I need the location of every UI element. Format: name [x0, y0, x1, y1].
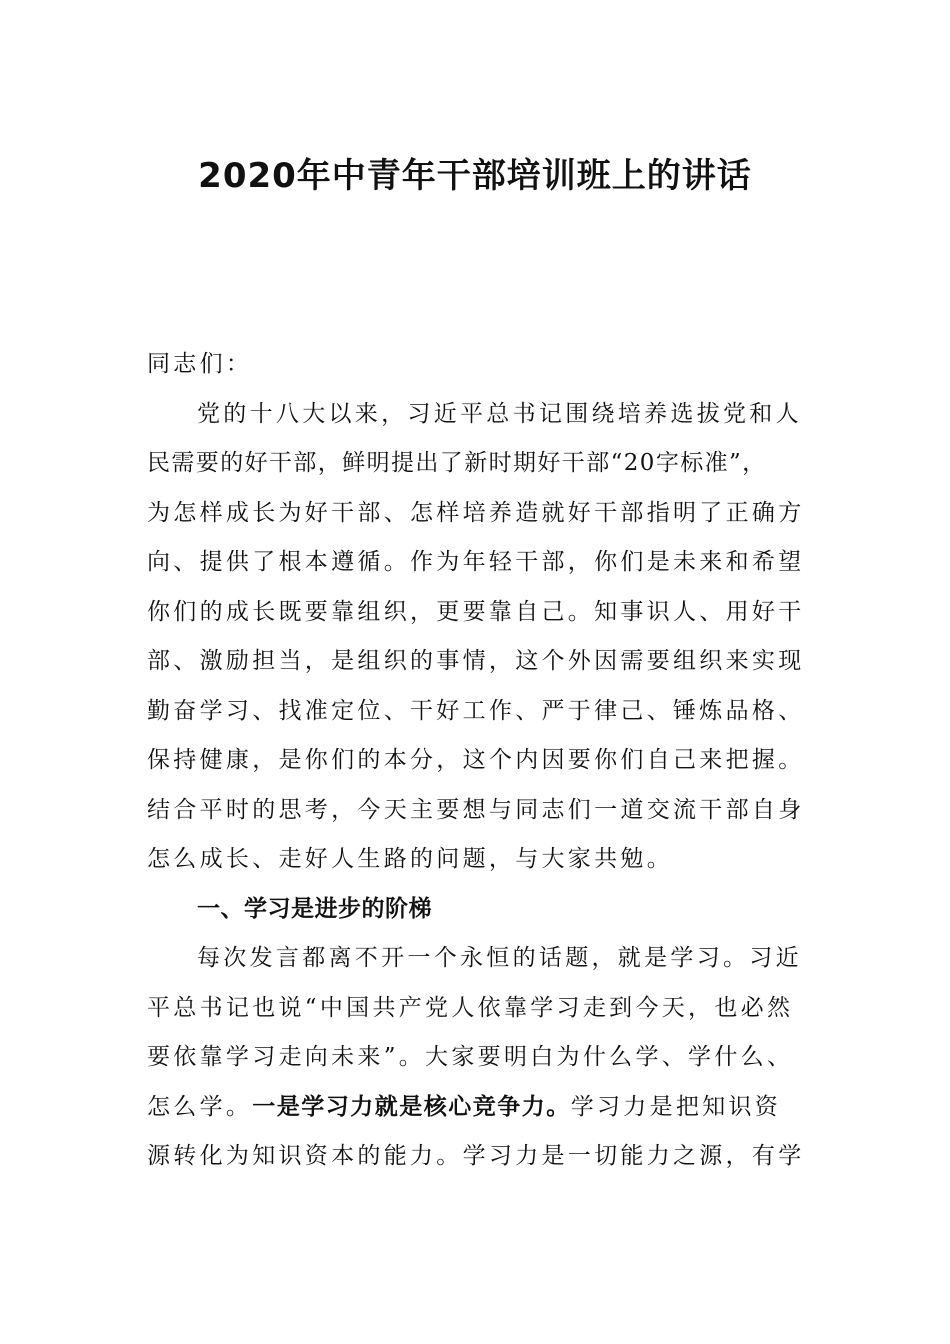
paragraph-line: 民需要的好干部，鲜明提出了新时期好干部“20字标准”，	[147, 450, 767, 476]
line-suffix: 学习力是把知识资	[570, 1093, 782, 1120]
paragraph-line: 源转化为知识资本的能力。学习力是一切能力之源，有学	[147, 1143, 805, 1169]
paragraph-line: 每次发言都离不开一个永恒的话题，就是学习。习近	[197, 945, 802, 971]
emphasis-text: 一是学习力就是核心竞争力。	[252, 1093, 571, 1120]
paragraph-line: 你们的成长既要靠组织，更要靠自己。知事识人、用好干	[147, 598, 805, 625]
paragraph-line: 向、提供了根本遵循。作为年轻干部，你们是未来和希望	[147, 549, 805, 575]
paragraph-line: 部、激励担当，是组织的事情，这个外因需要组织来实现	[147, 648, 805, 674]
paragraph-line: 怎么成长、走好人生路的问题，与大家共勉。	[147, 846, 673, 872]
paragraph-line	[147, 1083, 827, 1133]
paragraph-line: 结合平时的思考，今天主要想与同志们一道交流干部自身	[147, 796, 805, 823]
paragraph-line: 平总书记也说“中国共产党人依靠学习走到今天，也必然	[147, 994, 794, 1021]
salutation: 同志们：	[147, 351, 253, 377]
paragraph-line: 要依靠学习走向未来”。大家要明白为什么学、学什么、	[147, 1044, 794, 1070]
document-body	[147, 340, 827, 1182]
line-prefix: 怎么学。	[147, 1093, 253, 1120]
paragraph-line: 党的十八大以来，习近平总书记围绕培养选拔党和人	[197, 400, 802, 427]
paragraph-line: 勤奋学习、找准定位、干好工作、严于律己、锤炼品格、	[147, 697, 805, 724]
paragraph-line: 为怎样成长为好干部、怎样培养造就好干部指明了正确方	[147, 499, 805, 526]
document-title: 2020年中青年干部培训班上的讲话	[198, 156, 752, 196]
section-heading: 一、学习是进步的阶梯	[197, 895, 432, 922]
paragraph-line: 保持健康，是你们的本分，这个内因要你们自己来把握。	[147, 747, 805, 773]
